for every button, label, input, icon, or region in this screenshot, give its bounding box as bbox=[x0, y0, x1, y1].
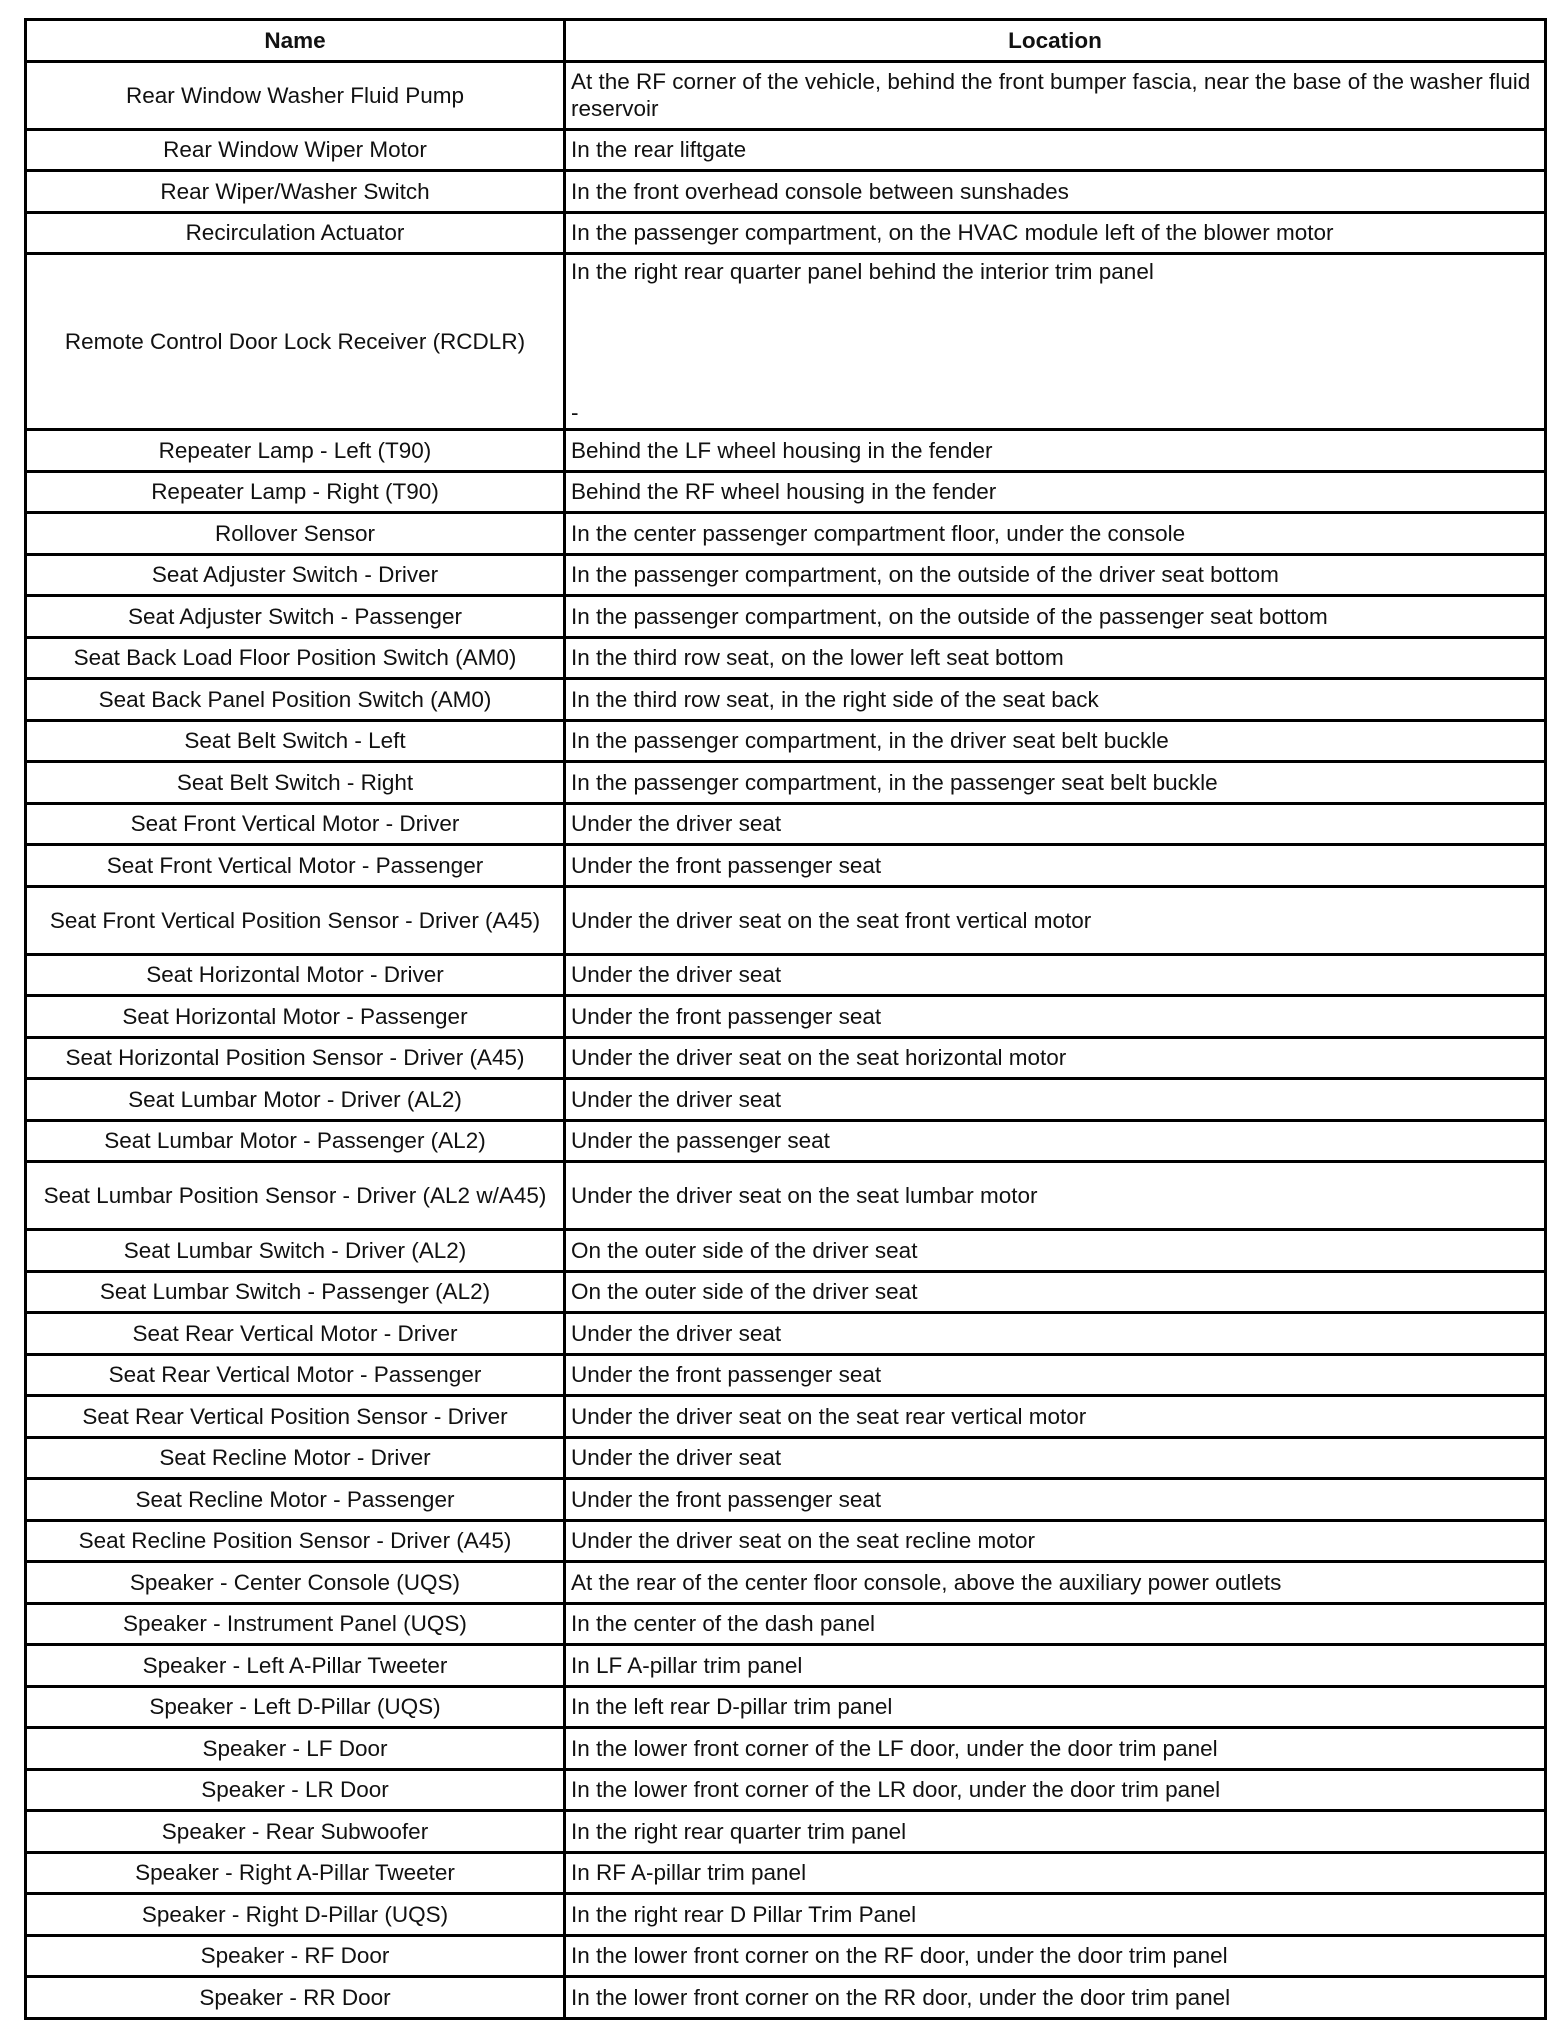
header-name: Name bbox=[26, 20, 565, 62]
table-row bbox=[26, 1230, 1546, 1272]
cell-location: In the front overhead console between sunshades bbox=[565, 171, 1546, 213]
cell-location: Under the front passenger seat bbox=[565, 1479, 1546, 1521]
table-row bbox=[26, 637, 1546, 679]
cell-name: Seat Lumbar Switch - Driver (AL2) bbox=[26, 1230, 565, 1272]
cell-location: In the passenger compartment, in the driver seat belt buckle bbox=[565, 720, 1546, 762]
cell-name: Seat Adjuster Switch - Passenger bbox=[26, 596, 565, 638]
cell-name: Seat Recline Motor - Passenger bbox=[26, 1479, 565, 1521]
table-row bbox=[26, 254, 1546, 430]
table-row bbox=[26, 1728, 1546, 1770]
cell-name: Seat Adjuster Switch - Driver bbox=[26, 554, 565, 596]
table-row bbox=[26, 1603, 1546, 1645]
cell-location: Under the passenger seat bbox=[565, 1120, 1546, 1162]
cell-location: Under the driver seat on the seat rear vertical motor bbox=[565, 1396, 1546, 1438]
cell-name: Rear Window Wiper Motor bbox=[26, 129, 565, 171]
cell-location: Under the front passenger seat bbox=[565, 996, 1546, 1038]
table-row bbox=[26, 803, 1546, 845]
table-row bbox=[26, 1562, 1546, 1604]
cell-name: Speaker - Rear Subwoofer bbox=[26, 1811, 565, 1853]
cell-name: Speaker - RR Door bbox=[26, 1977, 565, 2019]
component-location-table-wrapper bbox=[24, 18, 1544, 2020]
cell-name: Seat Belt Switch - Right bbox=[26, 762, 565, 804]
cell-location: At the rear of the center floor console, above the auxiliary power outlets bbox=[565, 1562, 1546, 1604]
table-row bbox=[26, 1396, 1546, 1438]
table-row bbox=[26, 471, 1546, 513]
cell-name: Rear Window Washer Fluid Pump bbox=[26, 61, 565, 129]
table-row bbox=[26, 1479, 1546, 1521]
table-row bbox=[26, 554, 1546, 596]
cell-name: Seat Horizontal Motor - Passenger bbox=[26, 996, 565, 1038]
cell-name: Rear Wiper/Washer Switch bbox=[26, 171, 565, 213]
table-row bbox=[26, 513, 1546, 555]
table-row bbox=[26, 1313, 1546, 1355]
cell-location: Under the driver seat on the seat front vertical motor bbox=[565, 886, 1546, 954]
cell-location: In the third row seat, on the lower left seat bottom bbox=[565, 637, 1546, 679]
header-location: Location bbox=[565, 20, 1546, 62]
table-row bbox=[26, 1977, 1546, 2019]
cell-name: Speaker - Center Console (UQS) bbox=[26, 1562, 565, 1604]
cell-location: Under the front passenger seat bbox=[565, 845, 1546, 887]
cell-location-dash: - bbox=[571, 400, 579, 425]
table-row bbox=[26, 679, 1546, 721]
cell-location: In the third row seat, in the right side of the seat back bbox=[565, 679, 1546, 721]
table-body bbox=[26, 61, 1546, 2018]
cell-name: Seat Recline Motor - Driver bbox=[26, 1437, 565, 1479]
table-row bbox=[26, 1037, 1546, 1079]
cell-location: In the lower front corner on the RR door, under the door trim panel bbox=[565, 1977, 1546, 2019]
cell-name: Speaker - Right D-Pillar (UQS) bbox=[26, 1894, 565, 1936]
table-row bbox=[26, 996, 1546, 1038]
cell-location: In the passenger compartment, on the outside of the passenger seat bottom bbox=[565, 596, 1546, 638]
table-row bbox=[26, 762, 1546, 804]
cell-name: Seat Belt Switch - Left bbox=[26, 720, 565, 762]
table-row bbox=[26, 171, 1546, 213]
cell-location: Under the front passenger seat bbox=[565, 1354, 1546, 1396]
table-row bbox=[26, 1852, 1546, 1894]
cell-location: In the left rear D-pillar trim panel bbox=[565, 1686, 1546, 1728]
cell-name: Seat Horizontal Position Sensor - Driver (A45) bbox=[26, 1037, 565, 1079]
table-row bbox=[26, 886, 1546, 954]
cell-name: Speaker - Left D-Pillar (UQS) bbox=[26, 1686, 565, 1728]
cell-location: Under the driver seat bbox=[565, 803, 1546, 845]
cell-location: In the passenger compartment, on the outside of the driver seat bottom bbox=[565, 554, 1546, 596]
table-row bbox=[26, 430, 1546, 472]
cell-location: In the lower front corner of the LR door, under the door trim panel bbox=[565, 1769, 1546, 1811]
cell-location: Under the driver seat on the seat lumbar motor bbox=[565, 1162, 1546, 1230]
cell-location: On the outer side of the driver seat bbox=[565, 1271, 1546, 1313]
table-row bbox=[26, 954, 1546, 996]
table-row bbox=[26, 596, 1546, 638]
cell-location: In the center of the dash panel bbox=[565, 1603, 1546, 1645]
table-row bbox=[26, 720, 1546, 762]
cell-location-text: In the right rear quarter panel behind the interior trim panel bbox=[571, 259, 1154, 284]
table-row bbox=[26, 1271, 1546, 1313]
table-row bbox=[26, 1079, 1546, 1121]
cell-location: In LF A-pillar trim panel bbox=[565, 1645, 1546, 1687]
cell-location: Under the driver seat bbox=[565, 1313, 1546, 1355]
cell-location: In the lower front corner on the RF door, under the door trim panel bbox=[565, 1935, 1546, 1977]
cell-name: Seat Lumbar Switch - Passenger (AL2) bbox=[26, 1271, 565, 1313]
table-row bbox=[26, 1769, 1546, 1811]
cell-location: Under the driver seat on the seat recline motor bbox=[565, 1520, 1546, 1562]
cell-name: Seat Rear Vertical Position Sensor - Driver bbox=[26, 1396, 565, 1438]
cell-name: Seat Front Vertical Position Sensor - Driver (A45) bbox=[26, 886, 565, 954]
table-row bbox=[26, 212, 1546, 254]
cell-name: Seat Rear Vertical Motor - Passenger bbox=[26, 1354, 565, 1396]
table-row bbox=[26, 129, 1546, 171]
cell-name: Repeater Lamp - Right (T90) bbox=[26, 471, 565, 513]
cell-name: Speaker - Left A-Pillar Tweeter bbox=[26, 1645, 565, 1687]
cell-name: Recirculation Actuator bbox=[26, 212, 565, 254]
cell-name: Speaker - LF Door bbox=[26, 1728, 565, 1770]
cell-name: Seat Recline Position Sensor - Driver (A45) bbox=[26, 1520, 565, 1562]
cell-location: On the outer side of the driver seat bbox=[565, 1230, 1546, 1272]
cell-location: Behind the LF wheel housing in the fender bbox=[565, 430, 1546, 472]
table-row bbox=[26, 61, 1546, 129]
table-row bbox=[26, 1686, 1546, 1728]
cell-location: In the lower front corner of the LF door, under the door trim panel bbox=[565, 1728, 1546, 1770]
table-row bbox=[26, 1935, 1546, 1977]
cell-name: Seat Front Vertical Motor - Driver bbox=[26, 803, 565, 845]
table-row bbox=[26, 845, 1546, 887]
cell-location: In the passenger compartment, in the passenger seat belt buckle bbox=[565, 762, 1546, 804]
cell-location: Under the driver seat bbox=[565, 954, 1546, 996]
cell-name: Seat Lumbar Motor - Passenger (AL2) bbox=[26, 1120, 565, 1162]
component-location-table bbox=[24, 18, 1547, 2020]
cell-location: Behind the RF wheel housing in the fender bbox=[565, 471, 1546, 513]
cell-name: Remote Control Door Lock Receiver (RCDLR) bbox=[26, 254, 565, 430]
table-header-row bbox=[26, 20, 1546, 62]
table-row bbox=[26, 1120, 1546, 1162]
cell-name: Speaker - Right A-Pillar Tweeter bbox=[26, 1852, 565, 1894]
cell-name: Speaker - LR Door bbox=[26, 1769, 565, 1811]
cell-name: Seat Back Load Floor Position Switch (AM0) bbox=[26, 637, 565, 679]
table-row bbox=[26, 1811, 1546, 1853]
table-row bbox=[26, 1437, 1546, 1479]
table-row bbox=[26, 1894, 1546, 1936]
cell-name: Seat Lumbar Position Sensor - Driver (AL2 w/A45) bbox=[26, 1162, 565, 1230]
cell-name: Speaker - Instrument Panel (UQS) bbox=[26, 1603, 565, 1645]
cell-name: Seat Back Panel Position Switch (AM0) bbox=[26, 679, 565, 721]
cell-location: In the passenger compartment, on the HVAC module left of the blower motor bbox=[565, 212, 1546, 254]
cell-name: Repeater Lamp - Left (T90) bbox=[26, 430, 565, 472]
table-row bbox=[26, 1520, 1546, 1562]
cell-location: In RF A-pillar trim panel bbox=[565, 1852, 1546, 1894]
cell-location: Under the driver seat bbox=[565, 1437, 1546, 1479]
cell-name: Seat Front Vertical Motor - Passenger bbox=[26, 845, 565, 887]
cell-name: Seat Horizontal Motor - Driver bbox=[26, 954, 565, 996]
cell-name: Seat Rear Vertical Motor - Driver bbox=[26, 1313, 565, 1355]
cell-name: Rollover Sensor bbox=[26, 513, 565, 555]
table-row bbox=[26, 1645, 1546, 1687]
cell-name: Speaker - RF Door bbox=[26, 1935, 565, 1977]
cell-location bbox=[565, 254, 1546, 430]
cell-location: In the rear liftgate bbox=[565, 129, 1546, 171]
cell-location: Under the driver seat on the seat horizontal motor bbox=[565, 1037, 1546, 1079]
cell-location: At the RF corner of the vehicle, behind the front bumper fascia, near the base of the washer fluid reservoir bbox=[565, 61, 1546, 129]
cell-location: Under the driver seat bbox=[565, 1079, 1546, 1121]
table-row bbox=[26, 1354, 1546, 1396]
cell-name: Seat Lumbar Motor - Driver (AL2) bbox=[26, 1079, 565, 1121]
cell-location: In the right rear D Pillar Trim Panel bbox=[565, 1894, 1546, 1936]
cell-location: In the right rear quarter trim panel bbox=[565, 1811, 1546, 1853]
cell-location: In the center passenger compartment floor, under the console bbox=[565, 513, 1546, 555]
table-row bbox=[26, 1162, 1546, 1230]
